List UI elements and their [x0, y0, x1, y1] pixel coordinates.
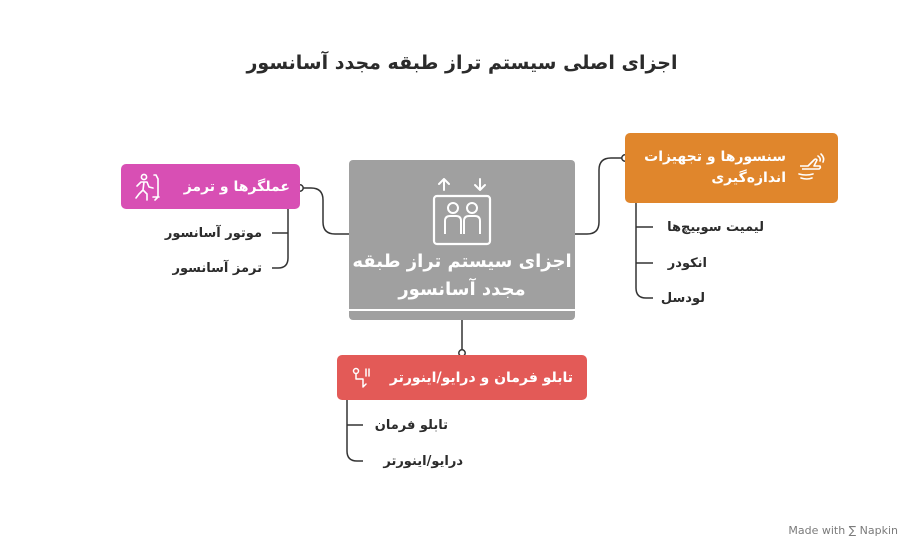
list-item: درایو/اینورتر: [383, 454, 463, 469]
node-actuators-label: عملگرها و ترمز: [183, 178, 290, 195]
center-divider: [349, 309, 575, 311]
list-item: لیمیت سوییچ‌ها: [667, 220, 764, 235]
person-motion-icon: [131, 171, 163, 203]
center-label: اجزای سیستم تراز طبقه مجدد آسانسور: [352, 251, 572, 300]
list-item: انکودر: [667, 256, 707, 271]
node-sensors: [625, 133, 838, 203]
flow-switch-icon: [351, 367, 373, 389]
node-panel: [337, 355, 587, 400]
node-actuators: [121, 164, 300, 209]
node-sensors-label: سنسورها و تجهیزات اندازه‌گیری: [644, 149, 786, 186]
list-item: تابلو فرمان: [374, 418, 448, 433]
connector-center-actuators: [300, 188, 349, 234]
actuator-items-bracket: [272, 209, 288, 268]
panel-items-bracket: [347, 400, 363, 461]
connector-center-sensors: [575, 158, 625, 234]
list-item: لودسل: [660, 291, 705, 306]
napkin-logo-icon: ∑: [848, 524, 857, 537]
napkin-watermark: [788, 524, 898, 537]
sensor-hand-icon: [794, 152, 826, 184]
made-with-text: Made with: [788, 524, 846, 537]
sensor-items-bracket: [636, 203, 653, 298]
elevator-icon: [422, 178, 502, 253]
node-panel-label: تابلو فرمان و درایو/اینورتر: [389, 369, 573, 386]
diagram-title: اجزای اصلی سیستم تراز طبقه مجدد آسانسور: [246, 52, 678, 74]
list-item: موتور آسانسور: [164, 226, 262, 241]
list-item: ترمز آسانسور: [172, 261, 262, 276]
brand-text: Napkin: [859, 524, 898, 537]
